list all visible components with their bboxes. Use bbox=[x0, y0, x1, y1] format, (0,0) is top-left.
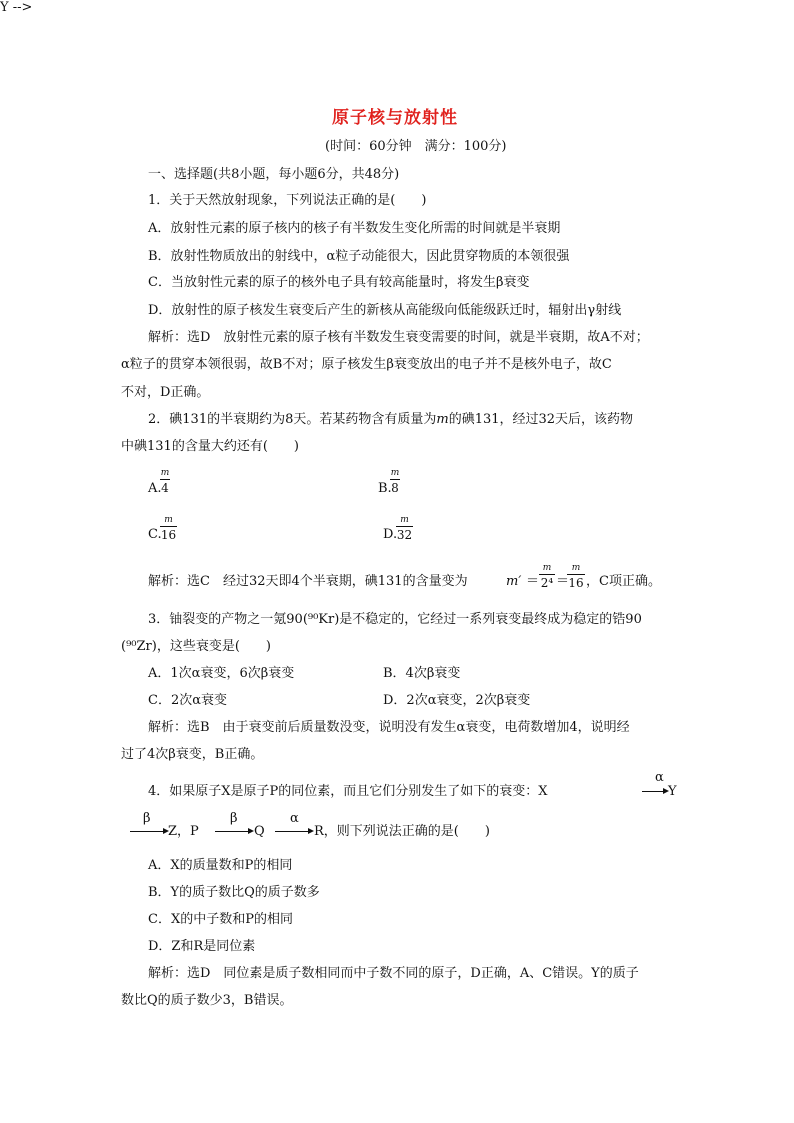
option-b-label: B. bbox=[378, 481, 392, 496]
answer-line: ，C项正确。 bbox=[586, 574, 661, 589]
alpha-label: α bbox=[290, 811, 299, 826]
decay-arrow bbox=[275, 831, 309, 832]
question-stem: 1．关于天然放射现象，下列说法正确的是( ) bbox=[148, 193, 427, 208]
option-b-fraction: m 8 bbox=[390, 468, 400, 495]
question-4: 4．如果原子X是原子P的同位素，而且它们分别发生了如下的衰变：X Y --> α Y β Z，P β Q α R，则下列说法正确的是( ) A．X的质量数和P的相同 B．Y的质子数比Q的质子数多 C．X的中子数和P的相同 D．Z和R是同位素 解析：选D 同位素是质子数相同而中子数不同的原子，D正确，A、C错误。Y的质子 数比Q的质子数少3，B错误。 bbox=[0, 0, 677, 1008]
option-b: B．Y的质子数比Q的质子数多 bbox=[148, 885, 320, 900]
decay-arrow bbox=[130, 831, 164, 832]
answer-line: 解析：选B 由于衰变前后质量数没变，说明没有发生α衰变，电荷数增加4，说明经 bbox=[148, 720, 630, 735]
option-c-label: C. bbox=[148, 527, 162, 542]
option-a: A．放射性元素的原子核内的核子有半数发生变化所需的时间就是半衰期 bbox=[148, 221, 561, 236]
answer-fraction: m 16 bbox=[568, 563, 584, 590]
equals-sign: ＝ bbox=[556, 574, 570, 589]
option-a-label: A. bbox=[148, 481, 162, 496]
answer-line: 解析：选D 同位素是质子数相同而中子数不同的原子，D正确，A、C错误。Y的质子 bbox=[148, 966, 639, 981]
option-c-fraction: m 16 bbox=[160, 515, 177, 542]
answer-line: 不对，D正确。 bbox=[121, 385, 210, 400]
beta-label: β bbox=[230, 811, 238, 826]
option-c: C．X的中子数和P的相同 bbox=[148, 912, 293, 927]
option-a: A．X的质量数和P的相同 bbox=[148, 858, 293, 873]
page-subtitle: (时间：60分钟 满分：100分) bbox=[325, 139, 507, 154]
option-a-fraction: m 4 bbox=[160, 468, 170, 495]
option-b: B．4次β衰变 bbox=[383, 666, 461, 681]
decay-arrow bbox=[215, 831, 249, 832]
option-d: D．2次α衰变，2次β衰变 bbox=[383, 693, 531, 708]
nucleus-z-p: Z，P bbox=[168, 824, 199, 839]
question-stem: (⁹⁰Zr)，这些衰变是( ) bbox=[121, 639, 271, 654]
decay-arrow bbox=[642, 791, 664, 792]
option-d-fraction: m 32 bbox=[396, 515, 413, 542]
question-stem: 4．如果原子X是原子P的同位素，而且它们分别发生了如下的衰变：X bbox=[148, 784, 548, 799]
answer-line: 过了4次β衰变，B正确。 bbox=[121, 747, 264, 762]
beta-label: β bbox=[143, 811, 151, 826]
page-title: 原子核与放射性 bbox=[332, 108, 458, 128]
option-d: D．放射性的原子核发生衰变后产生的新核从高能级向低能级跃迁时，辐射出γ射线 bbox=[148, 303, 622, 318]
answer-line: 数比Q的质子数少3，B错误。 bbox=[121, 993, 293, 1008]
answer-fraction: m 2⁴ bbox=[540, 563, 554, 590]
answer-line: α粒子的贯穿本领很弱，故B不对；原子核发生β衰变放出的电子并不是核外电子，故C bbox=[121, 357, 612, 372]
nucleus-q: Q bbox=[254, 824, 265, 839]
answer-line: 解析：选D 放射性元素的原子核有半数发生衰变需要的时间，就是半衰期，故A不对； bbox=[148, 330, 649, 345]
option-c: C．2次α衰变 bbox=[148, 693, 227, 708]
option-d-label: D. bbox=[383, 527, 398, 542]
answer-line: 解析：选C 经过32天即4个半衰期，碘131的含量变为 bbox=[148, 574, 468, 589]
question-stem: 2．碘131的半衰期约为8天。若某药物含有质量为m的碘131，经过32天后，该药物 bbox=[148, 412, 634, 427]
question-stem: R，则下列说法正确的是( ) bbox=[314, 824, 490, 839]
section-heading: 一、选择题(共8小题，每小题6分，共48分) bbox=[148, 167, 400, 182]
equals-sign: ＝ bbox=[526, 574, 540, 589]
option-c: C．当放射性元素的原子的核外电子具有较高能量时，将发生β衰变 bbox=[148, 275, 530, 290]
nucleus-y: Y bbox=[668, 784, 677, 799]
question-stem: 3．铀裂变的产物之一氪90(⁹⁰Kr)是不稳定的，它经过一系列衰变最终成为稳定的锆90 bbox=[148, 612, 642, 627]
question-stem: 中碘131的含量大约还有( ) bbox=[121, 439, 299, 454]
option-b: B．放射性物质放出的射线中，α粒子动能很大，因此贯穿物质的本领很强 bbox=[148, 249, 570, 264]
option-d: D．Z和R是同位素 bbox=[148, 939, 256, 954]
option-a: A．1次α衰变，6次β衰变 bbox=[148, 666, 295, 681]
answer-mass-symbol: m′ bbox=[506, 574, 522, 589]
alpha-label: α bbox=[655, 770, 664, 785]
